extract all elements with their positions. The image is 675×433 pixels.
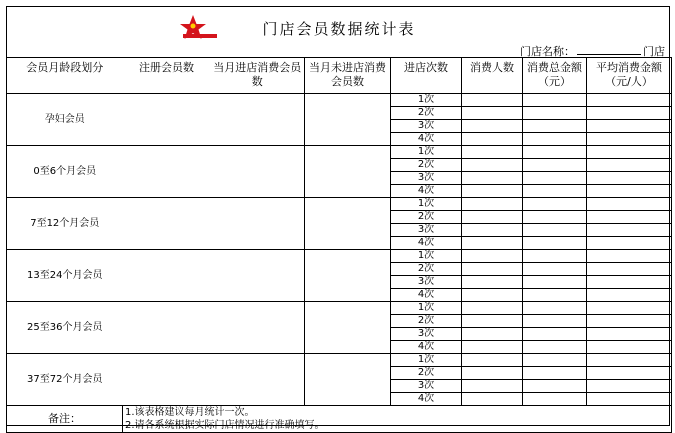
visit-count-cell: 1次: [391, 198, 462, 211]
total-amount-cell[interactable]: [523, 328, 587, 341]
age-group-label: 13至24个月会员: [7, 250, 123, 302]
not-visited-cell[interactable]: [305, 354, 391, 406]
consumers-cell[interactable]: [462, 107, 523, 120]
total-amount-cell[interactable]: [523, 393, 587, 406]
avg-amount-cell[interactable]: [587, 354, 672, 367]
total-amount-cell[interactable]: [523, 367, 587, 380]
not-visited-cell[interactable]: [305, 94, 391, 146]
avg-amount-cell[interactable]: [587, 302, 672, 315]
age-group-label: 孕妇会员: [7, 94, 123, 146]
consumers-cell[interactable]: [462, 237, 523, 250]
total-amount-cell[interactable]: [523, 315, 587, 328]
consumers-cell[interactable]: [462, 341, 523, 354]
total-amount-cell[interactable]: [523, 302, 587, 315]
registered-cell[interactable]: [123, 198, 211, 250]
consumers-cell[interactable]: [462, 211, 523, 224]
total-amount-cell[interactable]: [523, 237, 587, 250]
consumers-cell[interactable]: [462, 159, 523, 172]
visit-count-cell: 2次: [391, 367, 462, 380]
notes-content: [123, 406, 672, 433]
visit-count-cell: 1次: [391, 146, 462, 159]
age-group-label: 25至36个月会员: [7, 302, 123, 354]
visit-count-cell: 2次: [391, 159, 462, 172]
not-visited-cell[interactable]: [305, 146, 391, 198]
consumers-cell[interactable]: [462, 367, 523, 380]
registered-cell[interactable]: [123, 94, 211, 146]
notes-row: [7, 406, 672, 433]
total-amount-cell[interactable]: [523, 380, 587, 393]
visited-cell[interactable]: [211, 146, 305, 198]
registered-cell[interactable]: [123, 250, 211, 302]
header-total-amount: 消费总金额（元）: [523, 58, 587, 94]
header-age-group: 会员月龄段划分: [7, 58, 123, 94]
consumers-cell[interactable]: [462, 354, 523, 367]
header-avg-amount: 平均消费金额（元/人）: [587, 58, 672, 94]
avg-amount-cell[interactable]: [587, 276, 672, 289]
visit-count-cell: 4次: [391, 341, 462, 354]
total-amount-cell[interactable]: [523, 263, 587, 276]
header-visits: 进店次数: [391, 58, 462, 94]
visit-count-cell: 1次: [391, 302, 462, 315]
consumers-cell[interactable]: [462, 133, 523, 146]
visited-cell[interactable]: [211, 250, 305, 302]
visit-count-cell: 3次: [391, 380, 462, 393]
visited-cell[interactable]: [211, 302, 305, 354]
total-amount-cell[interactable]: [523, 354, 587, 367]
avg-amount-cell[interactable]: [587, 289, 672, 302]
total-amount-cell[interactable]: [523, 198, 587, 211]
visited-cell[interactable]: [211, 354, 305, 406]
total-amount-cell[interactable]: [523, 107, 587, 120]
total-amount-cell[interactable]: [523, 341, 587, 354]
avg-amount-cell[interactable]: [587, 341, 672, 354]
visit-count-cell: 1次: [391, 354, 462, 367]
consumers-cell[interactable]: [462, 289, 523, 302]
avg-amount-cell[interactable]: [587, 146, 672, 159]
avg-amount-cell[interactable]: [587, 211, 672, 224]
consumers-cell[interactable]: [462, 198, 523, 211]
visit-count-cell: 2次: [391, 315, 462, 328]
registered-cell[interactable]: [123, 354, 211, 406]
total-amount-cell[interactable]: [523, 276, 587, 289]
note-line: 1.该表格建议每月统计一次。: [125, 407, 255, 418]
total-amount-cell[interactable]: [523, 133, 587, 146]
consumers-cell[interactable]: [462, 302, 523, 315]
table-body: [7, 94, 672, 406]
total-amount-cell[interactable]: [523, 120, 587, 133]
total-amount-cell[interactable]: [523, 289, 587, 302]
visit-count-cell: 2次: [391, 263, 462, 276]
avg-amount-cell[interactable]: [587, 250, 672, 263]
avg-amount-cell[interactable]: [587, 367, 672, 380]
total-amount-cell[interactable]: [523, 250, 587, 263]
header-consumers: 消费人数: [462, 58, 523, 94]
statistics-sheet: [6, 6, 670, 431]
total-amount-cell[interactable]: [523, 146, 587, 159]
header-row: [7, 58, 672, 94]
consumers-cell[interactable]: [462, 185, 523, 198]
table-row: [7, 250, 672, 263]
consumers-cell[interactable]: [462, 276, 523, 289]
notes-label: 备注：: [7, 406, 123, 433]
consumers-cell[interactable]: [462, 263, 523, 276]
visit-count-cell: 2次: [391, 211, 462, 224]
member-stats-table: [6, 57, 672, 433]
total-amount-cell[interactable]: [523, 159, 587, 172]
consumers-cell[interactable]: [462, 120, 523, 133]
visit-count-cell: 3次: [391, 328, 462, 341]
visit-count-cell: 4次: [391, 237, 462, 250]
consumers-cell[interactable]: [462, 172, 523, 185]
avg-amount-cell[interactable]: [587, 263, 672, 276]
age-group-label: 37至72个月会员: [7, 354, 123, 406]
visit-count-cell: 4次: [391, 289, 462, 302]
note-line: 2.请各系统根据实际门店情况进行准确填写。: [125, 420, 325, 431]
table-row: [7, 94, 672, 107]
store-name-suffix: 门店: [643, 45, 665, 58]
avg-amount-cell[interactable]: [587, 393, 672, 406]
total-amount-cell[interactable]: [523, 211, 587, 224]
visit-count-cell: 4次: [391, 185, 462, 198]
avg-amount-cell[interactable]: [587, 185, 672, 198]
header-not-visited: 当月未进店消费会员数: [305, 58, 391, 94]
total-amount-cell[interactable]: [523, 224, 587, 237]
visit-count-cell: 3次: [391, 224, 462, 237]
age-group-label: 7至12个月会员: [7, 198, 123, 250]
consumers-cell[interactable]: [462, 146, 523, 159]
age-group-label: 0至6个月会员: [7, 146, 123, 198]
avg-amount-cell[interactable]: [587, 107, 672, 120]
consumers-cell[interactable]: [462, 315, 523, 328]
total-amount-cell[interactable]: [523, 172, 587, 185]
table-row: [7, 302, 672, 315]
avg-amount-cell[interactable]: [587, 159, 672, 172]
total-amount-cell[interactable]: [523, 185, 587, 198]
avg-amount-cell[interactable]: [587, 94, 672, 107]
consumers-cell[interactable]: [462, 250, 523, 263]
registered-cell[interactable]: [123, 146, 211, 198]
visit-count-cell: 3次: [391, 172, 462, 185]
visit-count-cell: 3次: [391, 276, 462, 289]
visited-cell[interactable]: [211, 94, 305, 146]
consumers-cell[interactable]: [462, 224, 523, 237]
consumers-cell[interactable]: [462, 94, 523, 107]
page-title: 门店会员数据统计表: [262, 20, 416, 38]
visit-count-cell: 3次: [391, 120, 462, 133]
consumers-cell[interactable]: [462, 393, 523, 406]
table-row: [7, 198, 672, 211]
avg-amount-cell[interactable]: [587, 224, 672, 237]
store-name-blank[interactable]: [577, 44, 641, 55]
avg-amount-cell[interactable]: [587, 120, 672, 133]
visited-cell[interactable]: [211, 198, 305, 250]
visit-count-cell: 4次: [391, 393, 462, 406]
avg-amount-cell[interactable]: [587, 328, 672, 341]
not-visited-cell[interactable]: [305, 302, 391, 354]
avg-amount-cell[interactable]: [587, 315, 672, 328]
visit-count-cell: 2次: [391, 107, 462, 120]
avg-amount-cell[interactable]: [587, 237, 672, 250]
not-visited-cell[interactable]: [305, 250, 391, 302]
avg-amount-cell[interactable]: [587, 198, 672, 211]
visit-count-cell: 4次: [391, 133, 462, 146]
header-visited: 当月进店消费会员数: [211, 58, 305, 94]
registered-cell[interactable]: [123, 302, 211, 354]
avg-amount-cell[interactable]: [587, 380, 672, 393]
table-row: [7, 146, 672, 159]
visit-count-cell: 1次: [391, 250, 462, 263]
total-amount-cell[interactable]: [523, 94, 587, 107]
store-name-label: 门店名称：: [520, 45, 575, 58]
header-registered: 注册会员数: [123, 58, 211, 94]
not-visited-cell[interactable]: [305, 198, 391, 250]
consumers-cell[interactable]: [462, 380, 523, 393]
avg-amount-cell[interactable]: [587, 133, 672, 146]
avg-amount-cell[interactable]: [587, 172, 672, 185]
table-row: [7, 354, 672, 367]
visit-count-cell: 1次: [391, 94, 462, 107]
consumers-cell[interactable]: [462, 328, 523, 341]
